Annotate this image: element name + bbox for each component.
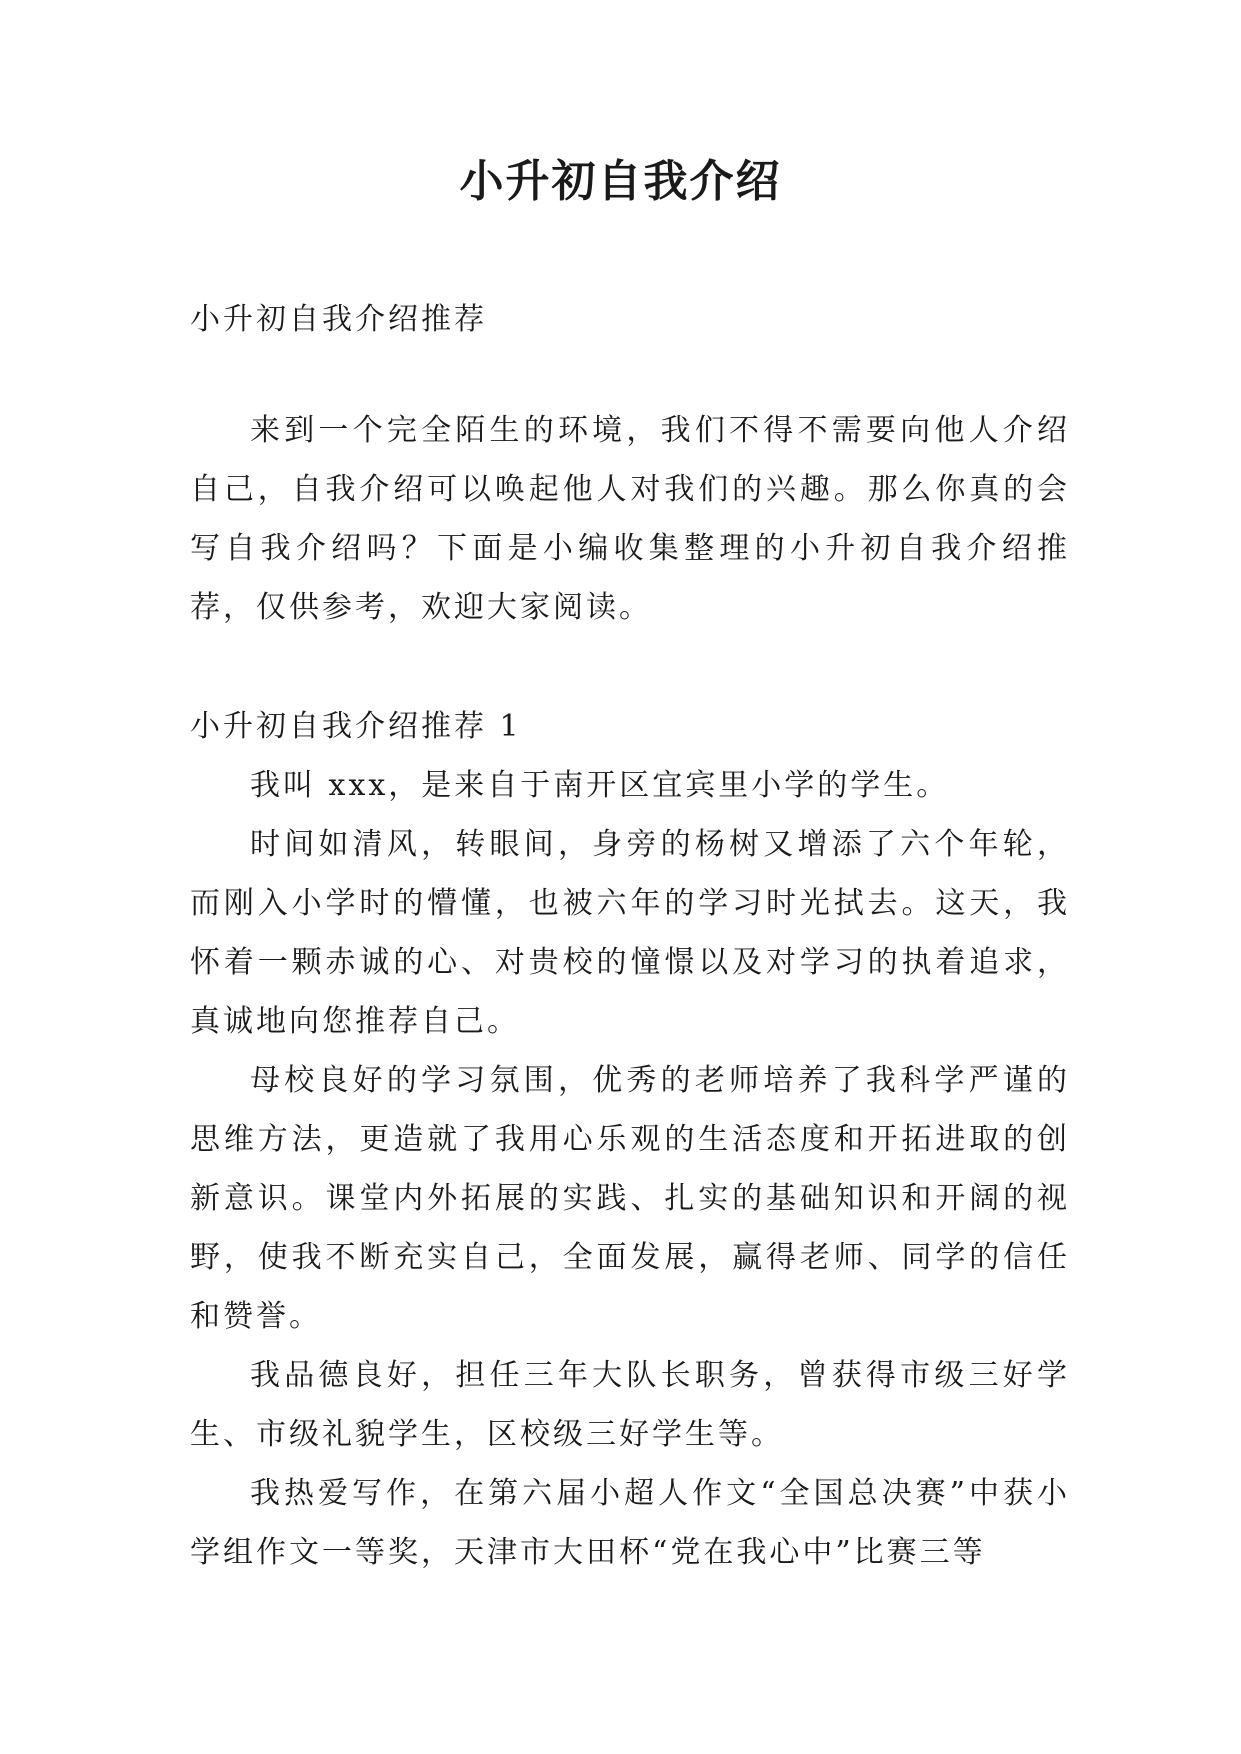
section-heading: 小升初自我介绍推荐 1	[190, 709, 522, 744]
section-body	[190, 756, 1070, 1582]
intro-paragraph: 来到一个完全陌生的环境，我们不得不需要向他人介绍自己，自我介绍可以唤起他人对我们的兴趣。那么你真的会写自我介绍吗？下面是小编收集整理的小升初自我介绍推荐，仅供参考，欢迎大家阅读。	[190, 413, 1070, 625]
paragraph-5: 我热爱写作，在第六届小超人作文“全国总决赛”中获小学组作文一等奖，天津市大田杯“党在我心中”比赛三等	[190, 1476, 1070, 1570]
paragraph-2: 时间如清风，转眼间，身旁的杨树又增添了六个年轮，而刚入小学时的懵懂，也被六年的学习时光拭去。这天，我怀着一颗赤诚的心、对贵校的憧憬以及对学习的执着追求，真诚地向您推荐自己。	[190, 827, 1070, 1039]
subtitle: 小升初自我介绍推荐	[190, 302, 487, 337]
paragraph-1: 我叫 xxx，是来自于南开区宜宾里小学的学生。	[250, 768, 950, 803]
page-title: 小升初自我介绍	[459, 156, 782, 207]
paragraph-4: 我品德良好，担任三年大队长职务，曾获得市级三好学生、市级礼貌学生，区校级三好学生等。	[190, 1358, 1070, 1452]
paragraph-3: 母校良好的学习氛围，优秀的老师培养了我科学严谨的思维方法，更造就了我用心乐观的生活态度和开拓进取的创新意识。课堂内外拓展的实践、扎实的基础知识和开阔的视野，使我不断充实自己，全面发展，赢得老师、同学的信任和赞誉。	[190, 1063, 1070, 1334]
